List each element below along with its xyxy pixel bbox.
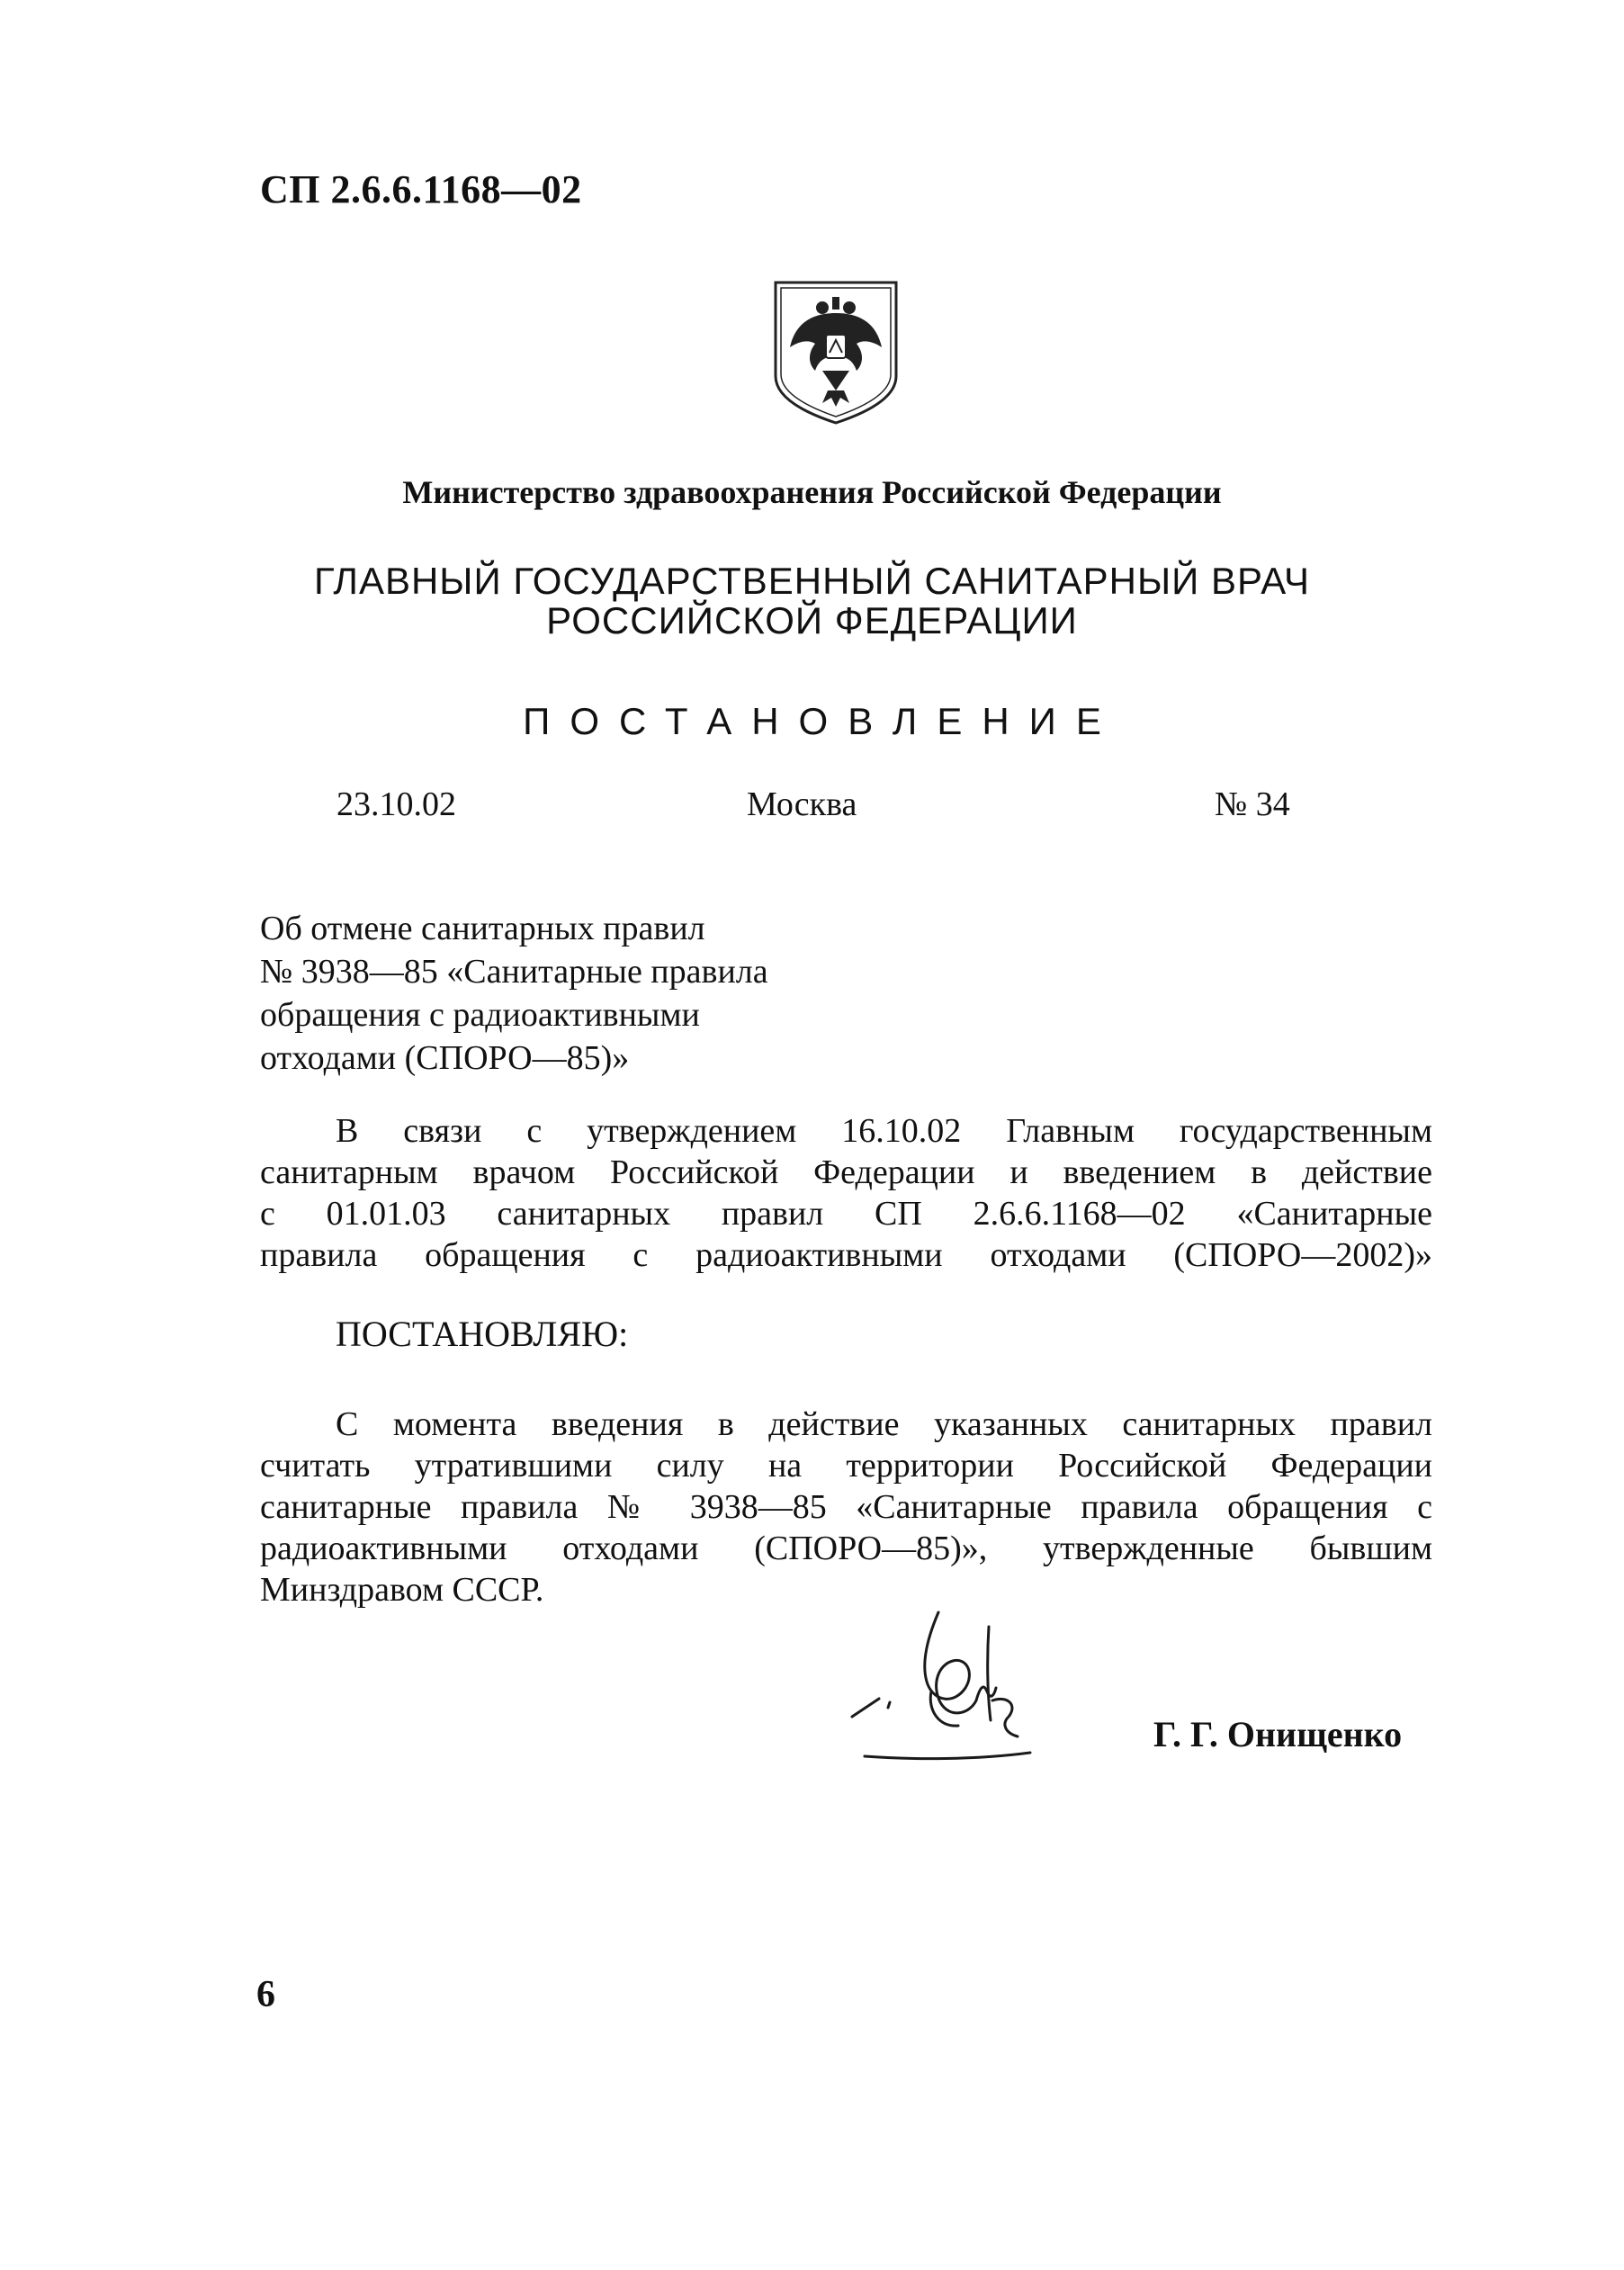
ministry-name: Министерство здравоохранения Российской Федерации	[402, 474, 1222, 510]
issuer-title-line-1: ГЛАВНЫЙ ГОСУДАРСТВЕННЫЙ САНИТАРНЫЙ ВРАЧ	[314, 560, 1310, 602]
coat-of-arms-icon	[768, 277, 903, 428]
paragraph-line: санитарные правила № 3938—85 «Санитарные правила обращения с	[260, 1488, 1432, 1526]
page-number: 6	[256, 1974, 275, 2015]
paragraph-line: с 01.01.03 санитарных правил СП 2.6.6.1168—02 «Санитарные	[260, 1195, 1432, 1233]
subject-line: обращения с радиоактивными	[260, 996, 700, 1034]
paragraph-line: правила обращения с радиоактивными отходами (СПОРО—2002)»	[260, 1236, 1432, 1274]
preamble-paragraph	[260, 1110, 1432, 1276]
operative-paragraph	[260, 1404, 1432, 1611]
paragraph-line: считать утратившими силу на территории Российской Федерации	[260, 1447, 1432, 1485]
paragraph-line: С момента введения в действие указанных санитарных правил	[336, 1405, 1432, 1443]
subject-line: отходами (СПОРО—85)»	[260, 1039, 630, 1077]
subject-line: Об отмене санитарных правил	[260, 910, 705, 947]
resolution-heading: ПОСТАНОВЛЕНИЕ	[523, 700, 1121, 742]
paragraph-line: санитарным врачом Российской Федерации и введением в действие	[260, 1153, 1432, 1191]
paragraph-line: Минздравом СССР.	[260, 1571, 544, 1609]
issuer-title-line-2: РОССИЙСКОЙ ФЕДЕРАЦИИ	[546, 599, 1078, 642]
resolution-date: 23.10.02	[336, 785, 456, 823]
paragraph-line: В связи с утверждением 16.10.02 Главным государственным	[336, 1112, 1432, 1150]
document-code: СП 2.6.6.1168—02	[260, 167, 582, 211]
resolution-subject	[260, 907, 890, 1080]
decree-word: ПОСТАНОВЛЯЮ:	[336, 1314, 629, 1354]
subject-line: № 3938—85 «Санитарные правила	[260, 953, 768, 991]
resolution-city: Москва	[747, 785, 857, 823]
paragraph-line: радиоактивными отходами (СПОРО—85)», утвержденные бывшим	[260, 1530, 1432, 1567]
handwritten-signature	[841, 1602, 1057, 1772]
resolution-number: № 34	[1215, 785, 1290, 823]
signatory-name: Г. Г. Онищенко	[1153, 1714, 1403, 1754]
